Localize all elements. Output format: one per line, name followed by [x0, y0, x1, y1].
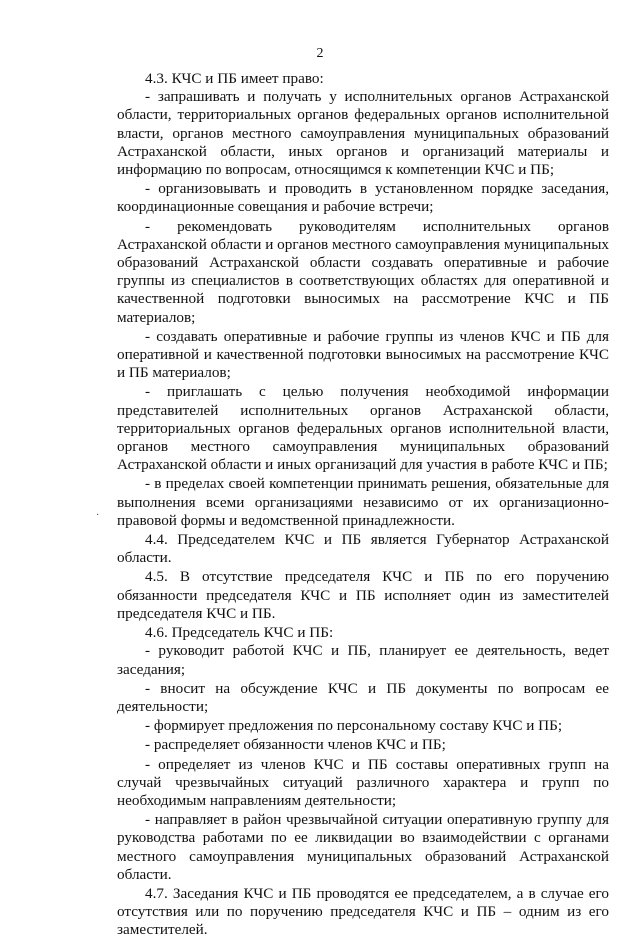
paragraph-4-7: 4.7. Заседания КЧС и ПБ проводятся ее председателем, а в случае его отсутствия или по поручению председателя КЧС и ПБ – одним из его заместителей.	[117, 884, 609, 939]
page-number: 2	[316, 46, 324, 61]
list-item-make-decisions: - в пределах своей компетенции принимать решения, обязательные для выполнения всеми организациями независимо от их организационно-правовой формы и ведомственной принадлежности.	[117, 475, 609, 529]
list-item-form-proposals: - формирует предложения по персональному составу КЧС и ПБ;	[145, 717, 563, 735]
list-item-create-groups: - создавать оперативные и рабочие группы из членов КЧС и ПБ для оперативной и качественной подготовки выносимых на рассмотрение КЧС и ПБ материалов;	[117, 327, 609, 382]
list-item-submit-documents: - вносит на обсуждение КЧС и ПБ документы по вопросам ее деятельности;	[117, 679, 609, 715]
paragraph-4-3-heading: 4.3. КЧС и ПБ имеет право:	[145, 70, 324, 87]
list-item-request-materials: - запрашивать и получать у исполнительных органов Астраханской области, территориальных органов федеральных органов исполнительной власти, органов местного самоуправления муниципальных образований Астраханской области, иных органов и организаций материалы и информацию по вопросам, относящимся к компетенции КЧС и ПБ;	[117, 88, 609, 179]
list-item-organize-meetings: - организовывать и проводить в установленном порядке заседания, координационные совещания и рабочие встречи;	[117, 180, 609, 216]
document-body	[117, 70, 609, 940]
list-item-invite-representatives: - приглашать с целью получения необходимой информации представителей исполнительных органов Астраханской области, территориальных органов федеральных органов исполнительной власти, органов местного самоуправления муниципальных образований Астраханской области и иных организаций для участия в работе КЧС и ПБ;	[117, 383, 609, 474]
list-item-recommend-groups: - рекомендовать руководителям исполнительных органов Астраханской области и органов местного самоуправления муниципальных образований Астраханской области создавать оперативные и рабочие группы из специалистов в соответствующих областях для оперативной и качественной подготовки выносимых на рассмотрение КЧС и ПБ материалов;	[117, 217, 609, 326]
margin-mark: ·	[96, 510, 100, 521]
list-item-distribute-duties: - распределяет обязанности членов КЧС и ПБ;	[145, 736, 446, 754]
list-item-manage-work: - руководит работой КЧС и ПБ, планирует ее деятельность, ведет заседания;	[117, 642, 609, 678]
list-item-define-groups: - определяет из членов КЧС и ПБ составы оперативных групп на случай чрезвычайных ситуаций различного характера и групп по необходимым направлениям деятельности;	[117, 755, 609, 809]
paragraph-4-5: 4.5. В отсутствие председателя КЧС и ПБ по его поручению обязанности председателя КЧС и ПБ исполняет один из заместителей председателя КЧС и ПБ.	[117, 568, 609, 622]
paragraph-4-6-heading: 4.6. Председатель КЧС и ПБ:	[145, 624, 334, 642]
paragraph-4-4: 4.4. Председателем КЧС и ПБ является Губернатор Астраханской области.	[117, 531, 609, 567]
list-item-dispatch-group: - направляет в район чрезвычайной ситуации оперативную группу для руководства работами по ее ликвидации во взаимодействии с органами местного самоуправления муниципальных образований Астраханской области.	[117, 811, 609, 883]
